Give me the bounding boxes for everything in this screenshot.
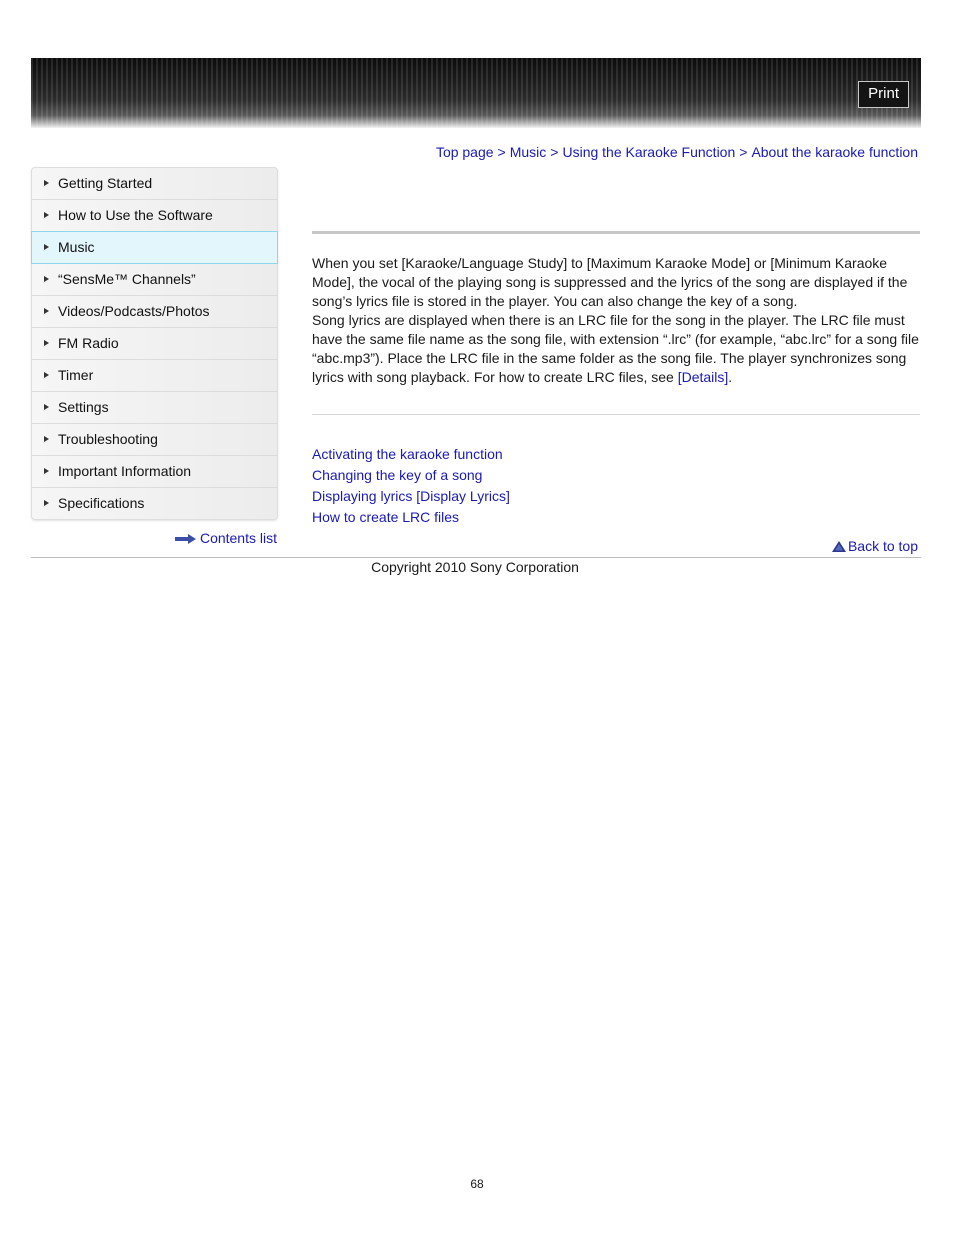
sidebar-item-sensme-channels[interactable] — [32, 264, 277, 296]
contents-list-link[interactable] — [175, 530, 277, 546]
sidebar-item-settings[interactable] — [32, 392, 277, 424]
sidebar-item-label: Music — [58, 239, 95, 255]
sidebar-item-label: How to Use the Software — [58, 207, 213, 223]
sidebar-item-getting-started[interactable] — [32, 168, 277, 200]
header-banner — [31, 58, 921, 128]
breadcrumb-music[interactable]: Music — [509, 144, 547, 160]
sidebar-item-label: Settings — [58, 399, 109, 415]
print-button[interactable]: Print — [858, 81, 909, 108]
sidebar-item-label: Important Information — [58, 463, 192, 479]
right-triangle-icon — [44, 308, 49, 314]
section-divider — [312, 414, 920, 415]
sidebar-item-important-information[interactable] — [32, 456, 277, 488]
title-divider — [312, 231, 920, 234]
sidebar-item-fm-radio[interactable] — [32, 328, 277, 360]
paragraph-karaoke-mode: When you set [Karaoke/Language Study] to [Maximum Karaoke Mode] or [Minimum Karaoke Mode], the vocal of the playing song is suppressed and the lyrics of the song are displayed if the song’s lyrics file is stored in the player. You can also change the key of a song. — [312, 255, 908, 309]
breadcrumb-top-page[interactable]: Top page — [435, 144, 494, 160]
sidebar-item-label: Specifications — [58, 495, 145, 511]
sidebar-item-timer[interactable] — [32, 360, 277, 392]
sidebar-item-label: Getting Started — [58, 175, 153, 191]
right-triangle-icon — [44, 468, 49, 474]
page-number: 68 — [470, 1177, 484, 1191]
sidebar-item-label: Timer — [58, 367, 94, 383]
right-triangle-icon — [44, 244, 49, 250]
sidebar-item-music[interactable] — [31, 231, 278, 264]
right-triangle-icon — [44, 180, 49, 186]
related-topics — [312, 444, 510, 528]
breadcrumb-separator: > — [739, 144, 748, 160]
sidebar-item-specifications[interactable] — [32, 488, 277, 519]
sidebar-item-label: “SensMe™ Channels” — [58, 271, 196, 287]
sidebar-nav — [31, 167, 278, 520]
breadcrumb-current-page[interactable]: About the karaoke function — [751, 144, 918, 160]
related-link-create-lrc[interactable]: How to create LRC files — [312, 509, 460, 525]
sidebar-item-label: Videos/Podcasts/Photos — [58, 303, 210, 319]
footer-divider — [31, 557, 921, 558]
sidebar-item-label: FM Radio — [58, 335, 119, 351]
right-triangle-icon — [44, 372, 49, 378]
sidebar-item-troubleshooting[interactable] — [32, 424, 277, 456]
right-triangle-icon — [44, 436, 49, 442]
breadcrumb-separator: > — [550, 144, 559, 160]
breadcrumb-karaoke-function[interactable]: Using the Karaoke Function — [562, 144, 736, 160]
breadcrumb — [436, 144, 918, 160]
details-link[interactable]: [Details] — [677, 369, 729, 385]
right-arrow-icon — [175, 534, 197, 544]
up-triangle-icon — [832, 541, 846, 552]
back-to-top-link[interactable] — [832, 538, 918, 554]
back-to-top-label: Back to top — [847, 538, 918, 554]
sidebar-item-label: Troubleshooting — [58, 431, 158, 447]
article-body — [312, 254, 920, 387]
right-triangle-icon — [44, 212, 49, 218]
related-link-changing-key[interactable]: Changing the key of a song — [312, 467, 483, 483]
paragraph-lrc-files — [312, 311, 920, 387]
contents-list-label: Contents list — [199, 530, 277, 546]
copyright-text: Copyright 2010 Sony Corporation — [371, 559, 579, 575]
right-triangle-icon — [44, 340, 49, 346]
related-link-displaying-lyrics[interactable]: Displaying lyrics [Display Lyrics] — [312, 488, 510, 504]
right-triangle-icon — [44, 500, 49, 506]
right-triangle-icon — [44, 276, 49, 282]
sidebar-item-videos-podcasts-photos[interactable] — [32, 296, 277, 328]
paragraph-lrc-text: Song lyrics are displayed when there is an LRC file for the song in the player. The LRC file must have the same file name as the song file, with extension “.lrc” (for example, “abc.lrc” for a song file “abc.mp3”). Place the LRC file in the same folder as the song file. The player synchronizes song lyrics with song playback. For how to create LRC files, see — [312, 312, 919, 385]
right-triangle-icon — [44, 404, 49, 410]
related-link-activating-karaoke[interactable]: Activating the karaoke function — [312, 446, 503, 462]
sidebar-item-how-to-use-software[interactable] — [32, 200, 277, 232]
paragraph-end: . — [728, 369, 733, 385]
breadcrumb-separator: > — [497, 144, 506, 160]
